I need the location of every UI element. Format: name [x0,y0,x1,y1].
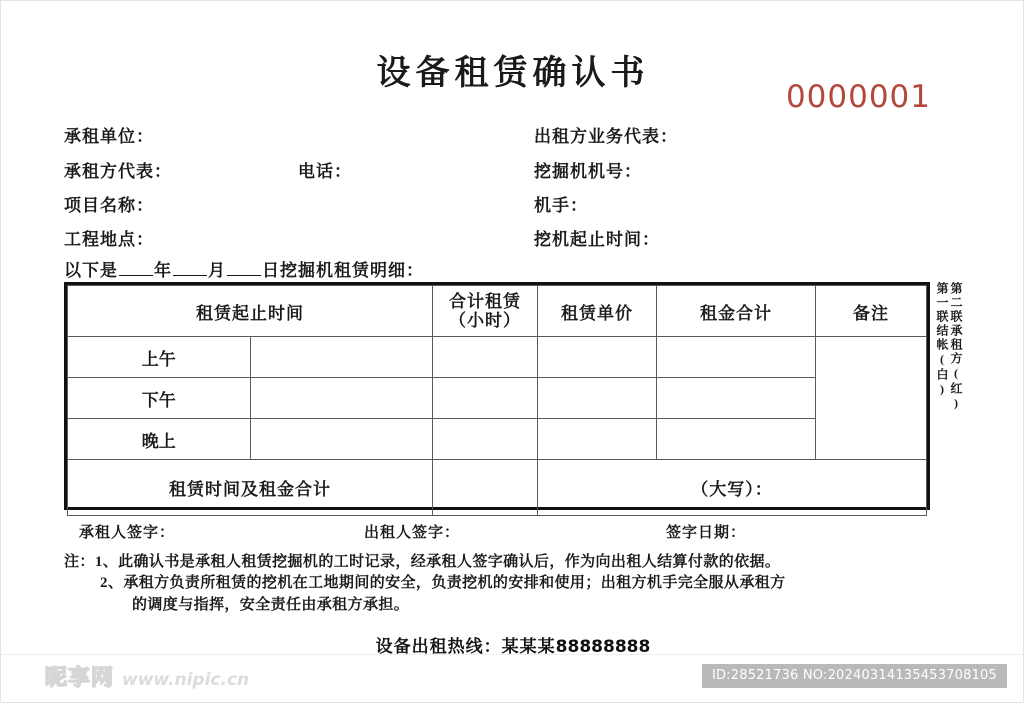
cell-remark[interactable] [816,337,927,460]
total-amount-in-words[interactable]: （大写）： [538,460,927,516]
row-label-afternoon: 下午 [68,378,251,419]
notes-tag: 注： [64,554,95,570]
watermark-logo: 昵享网 [45,665,115,690]
note-text-2-line2: 的调度与指挥，安全责任由承租方承担。 [132,596,410,613]
note-text-1: 此确认书是承租人租赁挖掘机的工时记录，经承租人签字确认后，作为向出租人结算付款的依据。 [118,554,781,570]
year-blank[interactable] [119,275,153,276]
rental-table [64,282,930,510]
detail-suffix: 挖掘机租赁明细： [280,261,424,280]
note-text-2-line1: 承租方负责所租赁的挖机在工地期间的安全，负责挖机的安排和使用；出租方机手完全服从承租方 [123,575,786,592]
note-number-1: 1、 [94,554,119,570]
cell-time-range-morning[interactable] [250,337,433,378]
signature-lessee: 承租人签字： [79,525,176,541]
signature-lessor: 出租人签字： [364,525,461,541]
cell-total-hours-evening[interactable] [433,419,538,460]
note-item-continuation [64,595,944,616]
cell-total-hours-morning[interactable] [433,337,538,378]
cell-total-amount-morning[interactable] [657,337,816,378]
page-title: 设备租赁确认书 [376,53,650,93]
cell-time-range-evening[interactable] [250,419,433,460]
field-project-location: 工程地点： [64,230,154,249]
header-total-hours-line1: 合计租赁 [449,291,521,311]
field-lessee-rep: 承租方代表： [64,162,172,181]
total-row-label: 租赁时间及租金合计 [68,460,433,516]
image-id-badge: ID:28521736 NO:20240314135453708105 [702,664,1007,688]
cell-total-hours-sum[interactable] [433,460,538,516]
table-row [68,378,927,419]
field-excavator-number: 挖掘机机号： [534,162,642,181]
serial-number: 0000001 [785,79,931,115]
row-label-morning: 上午 [68,337,251,378]
year-unit: 年 [154,261,172,280]
field-phone: 电话： [298,162,352,181]
cell-total-hours-afternoon[interactable] [433,378,538,419]
cell-unit-price-morning[interactable] [538,337,657,378]
cell-unit-price-evening[interactable] [538,419,657,460]
field-project-name: 项目名称： [64,196,154,215]
header-total-amount: 租金合计 [657,286,816,337]
signature-date: 签字日期： [666,525,747,541]
field-operator: 机手： [534,196,588,215]
table-row [68,419,927,460]
header-total-hours [433,286,538,337]
header-total-hours-line2: （小时） [449,311,521,330]
day-unit: 日 [262,261,280,280]
month-blank[interactable] [173,275,207,276]
header-unit-price: 租赁单价 [538,286,657,337]
watermark [45,661,249,692]
table-row [68,337,927,378]
table-total-row [68,460,927,516]
cell-time-range-afternoon[interactable] [250,378,433,419]
detail-prefix: 以下是 [64,261,118,280]
notes-section [64,552,944,616]
header-remark: 备注 [816,286,927,337]
note-item [64,552,944,573]
rental-detail-line [64,256,424,281]
copy-label-second: 第二联承租方(红) [949,282,963,412]
note-item [64,573,944,594]
note-number-2: 2、 [100,575,124,592]
field-lessee-unit: 承租单位： [64,127,154,146]
cell-unit-price-afternoon[interactable] [538,378,657,419]
watermark-url: www.nipic.cn [122,670,250,690]
hotline-label: 设备出租热线： [375,637,502,656]
copy-designation-rail [936,282,962,510]
hotline-contact: 某某某 [501,637,556,656]
header-time-range: 租赁起止时间 [68,286,433,337]
hotline-number: 88888888 [555,637,651,657]
cell-total-amount-evening[interactable] [657,419,816,460]
month-unit: 月 [208,261,226,280]
field-excavator-time-range: 挖机起止时间： [534,230,660,249]
row-label-evening: 晚上 [68,419,251,460]
copy-label-first: 第一联结帐(白) [935,282,949,398]
table-header-row [68,286,927,337]
field-lessor-rep: 出租方业务代表： [534,127,678,146]
day-blank[interactable] [227,275,261,276]
cell-total-amount-afternoon[interactable] [657,378,816,419]
